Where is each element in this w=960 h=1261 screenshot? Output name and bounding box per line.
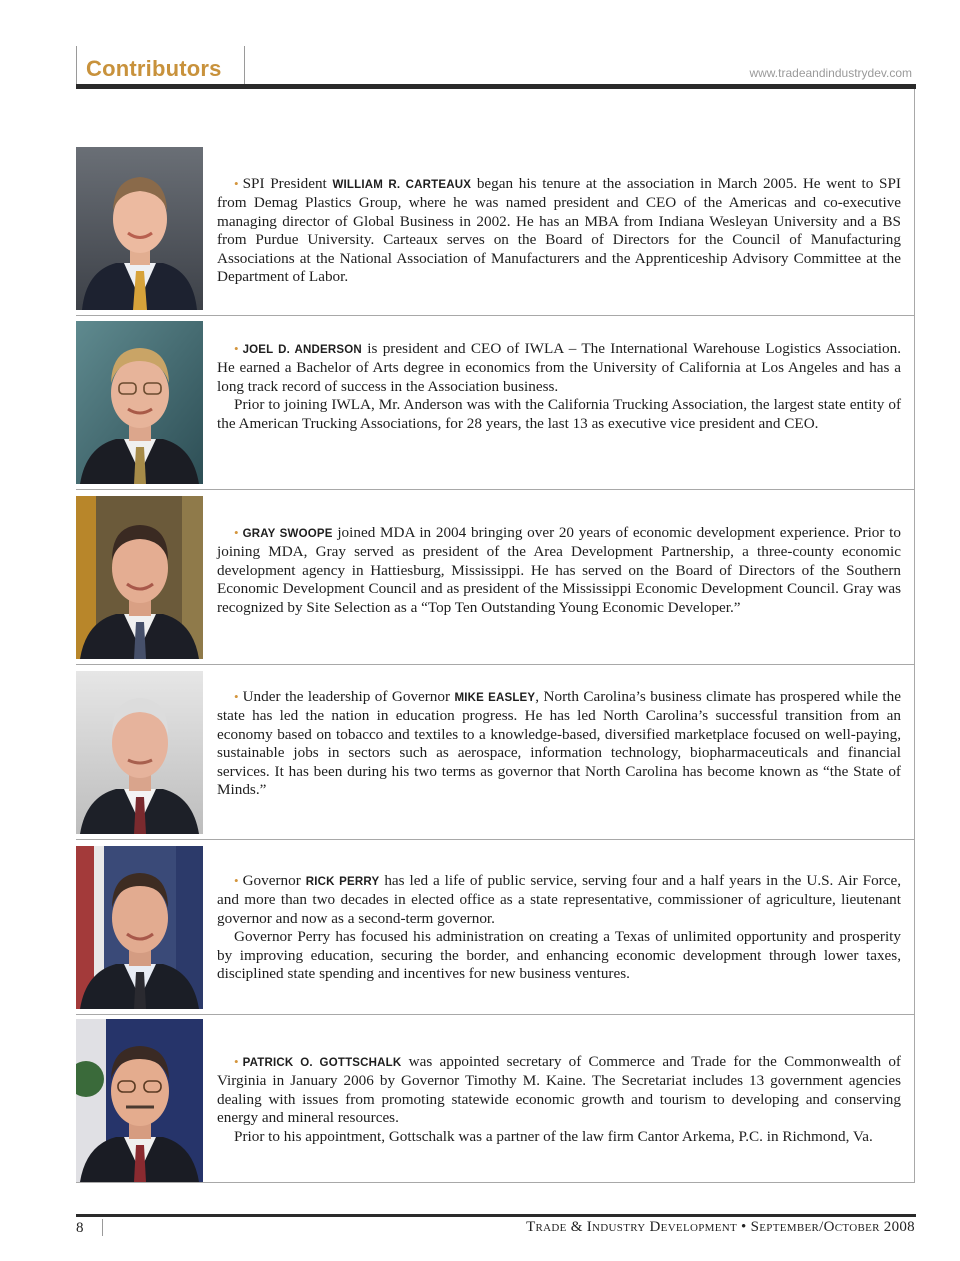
bullet-icon: • xyxy=(234,341,239,356)
contributor-name: JOEL D. ANDERSON xyxy=(242,344,362,356)
contributor-portrait xyxy=(76,846,203,1009)
bullet-icon: • xyxy=(234,1054,239,1069)
contributor-name: MIKE EASLEY xyxy=(454,692,536,704)
bio-text: joined MDA in 2004 bringing over 20 years of economic development experience. Prior to joining MDA, Gray served as president of the Area Development Partnership, a three-county economic development agency in Hattiesburg, Mississippi. He has served on the Board of Directors of the Southern Economic Development Council and as president of the Mississippi Economic Development Council. Gray was recognized by Site Selection as a “Top Ten Outstanding Young Economic Developer.” xyxy=(217,524,901,616)
section-title: Contributors xyxy=(86,56,222,81)
website-url[interactable]: www.tradeandindustrydev.com xyxy=(749,66,912,80)
bio-paragraph: Prior to his appointment, Gottschalk was a partner of the law firm Cantor Arkema, P.C. in Richmond, Va. xyxy=(234,1127,873,1145)
contributor-entry xyxy=(76,496,915,659)
bottom-rule xyxy=(76,1214,916,1217)
contributor-entry xyxy=(76,321,915,484)
bio-text: Governor xyxy=(242,872,306,889)
entry-separator xyxy=(76,489,915,490)
bio-text: Under the leadership of Governor xyxy=(242,688,455,705)
footer-divider xyxy=(102,1219,103,1236)
bullet-icon: • xyxy=(234,176,239,191)
header-divider-right xyxy=(244,46,245,84)
contributor-bio xyxy=(217,524,901,617)
bullet-icon: • xyxy=(234,689,239,704)
contributor-portrait xyxy=(76,671,203,834)
contributor-portrait xyxy=(76,496,203,659)
bio-text: is president and CEO of IWLA – The International Warehouse Logistics Association. He earned a Bachelor of Arts degree in economics from the University of California at Los Angeles and has a long track record of success in the Association business. xyxy=(217,340,901,395)
top-rule xyxy=(76,84,916,89)
bullet-icon: • xyxy=(234,873,239,888)
contributor-entry xyxy=(76,671,915,834)
contributor-bio xyxy=(217,1053,901,1146)
bio-text: was appointed secretary of Commerce and Trade for the Commonwealth of Virginia in January 2006 by Governor Timothy M. Kaine. The Secretariat includes 13 government agencies dealing with issues from promoting statewide economic growth and tourism to developing and conserving energy and mineral resources. xyxy=(217,1053,901,1127)
bio-paragraph: Governor Perry has focused his administration on creating a Texas of unlimited opportunity and prosperity by improving education, securing the border, and enhancing economic development through lower taxes, disciplined state spending and incentives for new business ventures. xyxy=(217,928,901,983)
contributor-portrait xyxy=(76,147,203,310)
header-divider-left xyxy=(76,46,77,84)
bio-text: SPI President xyxy=(242,175,333,192)
entry-separator xyxy=(76,1182,915,1183)
contributor-portrait xyxy=(76,1019,203,1182)
contributor-name: RICK PERRY xyxy=(305,876,380,888)
contributor-bio xyxy=(217,175,901,286)
entry-separator xyxy=(76,1014,915,1015)
bio-paragraph: Prior to joining IWLA, Mr. Anderson was with the California Trucking Association, the largest state entity of the American Trucking Associations, for 28 years, the last 13 as executive vice president and CEO. xyxy=(217,396,901,432)
entry-separator xyxy=(76,839,915,840)
contributor-entry xyxy=(76,1019,915,1182)
contributor-bio xyxy=(217,872,901,983)
contributor-name: PATRICK O. GOTTSCHALK xyxy=(242,1057,402,1069)
publication-footer: Trade & Industry Development • September/October 2008 xyxy=(526,1219,915,1235)
bullet-icon: • xyxy=(234,525,239,540)
contributor-entry xyxy=(76,846,915,1009)
bio-text: has led a life of public service, serving four and a half years in the U.S. Air Force, and more than two decades in elected office as a state representative, commissioner of agriculture, lieutenant governor and now as a second-term governor. xyxy=(217,872,902,927)
bio-text: began his tenure at the association in March 2005. He went to SPI from Demag Plastics Group, where he was named president and CEO of the Americas and co-executive managing director of Global Business in 2002. He has an MBA from Indiana Wesleyan University and a BS from Purdue University. Carteaux serves on the Board of Directors for the Council of Manufacturing Associations at the National Association of Manufacturers and the Apprenticeship Advisory Committee at the Department of Labor. xyxy=(217,175,901,286)
contributor-bio xyxy=(217,688,901,799)
entry-separator xyxy=(76,315,915,316)
contributor-portrait xyxy=(76,321,203,484)
contributor-bio xyxy=(217,340,901,433)
contributor-entry xyxy=(76,147,915,310)
page-number: 8 xyxy=(76,1220,84,1236)
contributor-name: GRAY SWOOPE xyxy=(242,528,333,540)
contributor-name: WILLIAM R. CARTEAUX xyxy=(332,179,472,191)
entry-separator xyxy=(76,664,915,665)
bio-text: , North Carolina’s business climate has prospered while the state has led the nation in education progress. He has led North Carolina’s successful transition from an economy based on tobacco and textiles to a knowledge-based, diversified marketplace focused on well-paying, sustainable jobs in sectors such as aerospace, information technology, biopharmaceuticals and financial services. It has been during his two terms as governor that North Carolina has become known as “the State of Minds.” xyxy=(217,688,901,799)
